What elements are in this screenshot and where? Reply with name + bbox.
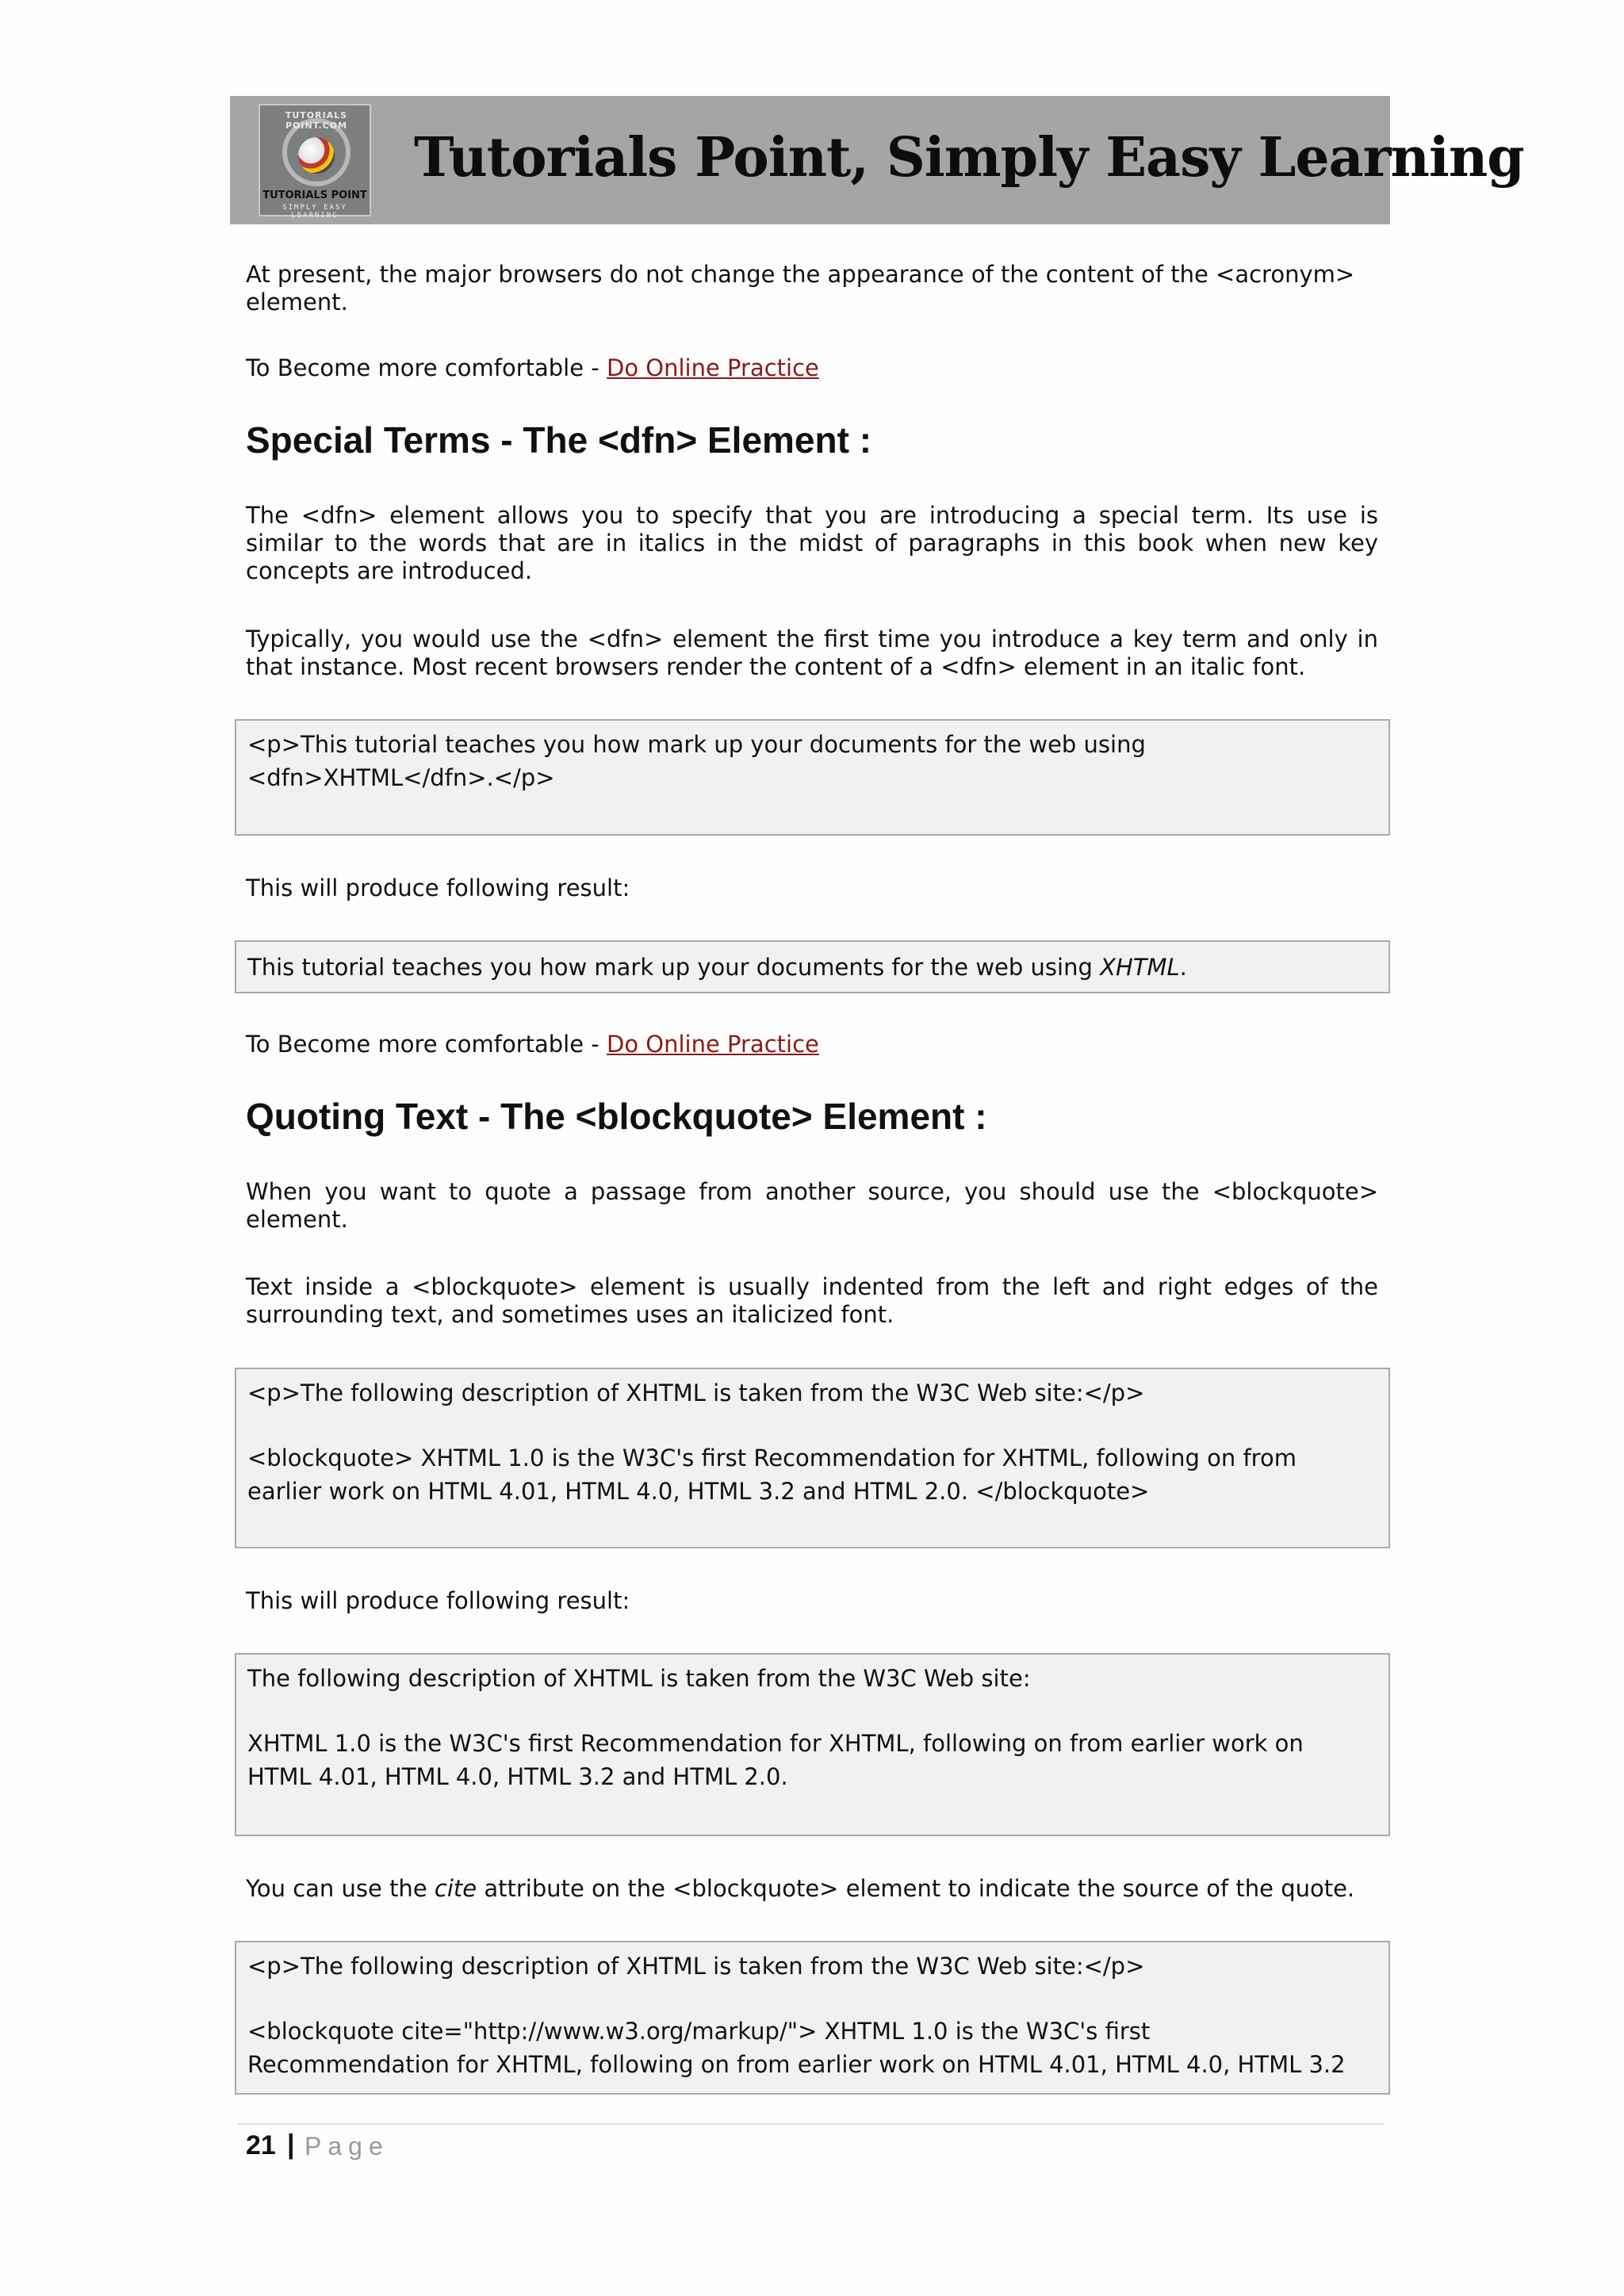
acronym-paragraph [246, 261, 1378, 316]
page-separator: | [287, 2130, 295, 2160]
code-line: <dfn>XHTML</dfn>.</p> [247, 764, 555, 791]
cite-text-post: attribute on the <blockquote> element to indicate the source of the quote. [477, 1875, 1355, 1902]
result-text: This tutorial teaches you how mark up your documents for the web using [247, 954, 1101, 981]
result-term: XHTML [1100, 954, 1180, 981]
heading-dfn: Special Terms - The <dfn> Element : [246, 419, 872, 461]
code-example-blockquote [235, 1368, 1390, 1548]
result-label: This will produce following result: [246, 874, 630, 901]
online-practice-link[interactable]: Do Online Practice [606, 354, 819, 381]
online-practice-link[interactable]: Do Online Practice [606, 1031, 819, 1058]
page-label: Page [304, 2132, 389, 2160]
acronym-paragraph-line-1: At present, the major browsers do not change the appearance of the content of the <acronym> [246, 261, 1355, 288]
practice-line-2 [246, 1031, 1378, 1058]
result-line: The following description of XHTML is taken from the W3C Web site: [247, 1665, 1031, 1692]
cite-text-pre: You can use the [246, 1875, 435, 1902]
code-line: <p>This tutorial teaches you how mark up your documents for the web using [247, 731, 1146, 758]
code-line: <p>The following description of XHTML is taken from the W3C Web site:</p> [247, 1380, 1145, 1406]
result-example-dfn [235, 940, 1390, 993]
practice-line-1 [246, 354, 1378, 382]
code-line: <p>The following description of XHTML is taken from the W3C Web site:</p> [247, 1953, 1145, 1980]
code-example-cite [235, 1941, 1390, 2095]
logo-name: TUTORIALS POINT [262, 189, 367, 201]
page-header [230, 96, 1524, 224]
cite-paragraph [246, 1875, 1378, 1903]
heading-blockquote: Quoting Text - The <blockquote> Element : [246, 1096, 987, 1137]
globe-icon [298, 137, 335, 174]
blockquote-paragraph-1: When you want to quote a passage from another source, you should use the <blockquote> element. [246, 1178, 1378, 1233]
code-line: <blockquote> XHTML 1.0 is the W3C's first Recommendation for XHTML, following on from [247, 1445, 1297, 1471]
practice-prefix: To Become more comfortable - [246, 1031, 607, 1058]
code-line: Recommendation for XHTML, following on from earlier work on HTML 4.01, HTML 4.0, HTML 3.2 [247, 2051, 1346, 2078]
header-title: Tutorials Point, Simply Easy Learning [414, 126, 1524, 189]
dfn-paragraph-2: Typically, you would use the <dfn> element the first time you introduce a key term and only in that instance. Most recent browsers render the content of a <dfn> element in an italic font. [246, 626, 1378, 680]
logo-tagline: SIMPLY EASY LEARNING [282, 204, 347, 220]
practice-prefix: To Become more comfortable - [246, 354, 607, 381]
result-label: This will produce following result: [246, 1587, 630, 1614]
dfn-paragraph-1: The <dfn> element allows you to specify that you are introducing a special term. Its use is similar to the words that are in italics in the midst of paragraphs in this book when new key concepts are introduced. [246, 502, 1378, 584]
tutorials-point-logo [259, 104, 371, 220]
result-line [247, 953, 1187, 982]
code-line: <blockquote cite="http://www.w3.org/markup/"> XHTML 1.0 is the W3C's first [247, 2018, 1151, 2045]
result-line: XHTML 1.0 is the W3C's first Recommendation for XHTML, following on from earlier work on [247, 1730, 1304, 1757]
code-example-dfn [235, 719, 1390, 836]
page-number: 21 [246, 2130, 276, 2160]
cite-word: cite [434, 1875, 477, 1902]
acronym-paragraph-line-2: element. [246, 289, 348, 316]
blockquote-paragraph-2: Text inside a <blockquote> element is usually indented from the left and right edges of the surrounding text, and sometimes uses an italicized font. [246, 1273, 1378, 1328]
code-line: earlier work on HTML 4.01, HTML 4.0, HTML 3.2 and HTML 2.0. </blockquote> [247, 1478, 1150, 1505]
result-end: . [1179, 954, 1187, 981]
footer-divider [238, 2123, 1384, 2125]
result-example-blockquote [235, 1653, 1390, 1836]
logo-ring-text: TUTORIALS POINT.COM [285, 110, 348, 131]
result-line: HTML 4.01, HTML 4.0, HTML 3.2 and HTML 2.0. [247, 1763, 788, 1790]
